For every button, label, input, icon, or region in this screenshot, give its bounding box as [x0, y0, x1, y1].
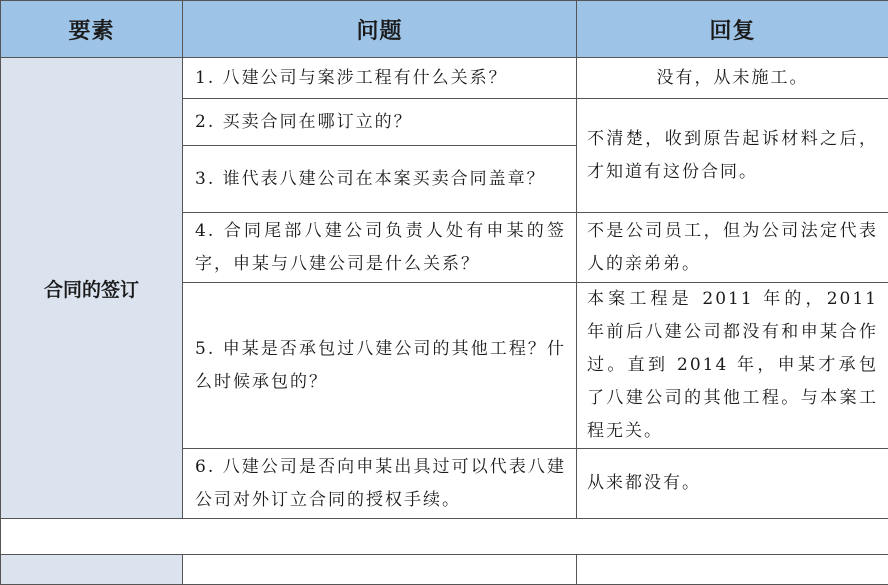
- reply-cell: 不是公司员工，但为公司法定代表人的亲弟弟。: [577, 213, 888, 283]
- reply-cell: 从来都没有。: [577, 449, 888, 519]
- header-element: 要素: [1, 1, 183, 58]
- partial-cell: [1, 555, 183, 585]
- section-label: 合同的签订: [1, 58, 183, 519]
- reply-cell: 没有，从未施工。: [577, 58, 888, 99]
- reply-cell: 不清楚，收到原告起诉材料之后，才知道有这份合同。: [577, 99, 888, 213]
- header-question: 问题: [183, 1, 577, 58]
- question-cell: 5. 申某是否承包过八建公司的其他工程？什么时候承包的？: [183, 283, 577, 449]
- reply-cell: 本案工程是 2011 年的，2011 年前后八建公司都没有和申某合作过。直到 2014 年，申某才承包了八建公司的其他工程。与本案工程无关。: [577, 283, 888, 449]
- question-cell: 2. 买卖合同在哪订立的？: [183, 99, 577, 146]
- question-cell: 3. 谁代表八建公司在本案买卖合同盖章？: [183, 146, 577, 213]
- partial-row: [1, 555, 888, 585]
- question-cell: 1. 八建公司与案涉工程有什么关系？: [183, 58, 577, 99]
- partial-cell: [183, 555, 577, 585]
- header-row: [1, 1, 888, 58]
- header-reply: 回复: [577, 1, 888, 58]
- partial-cell: [577, 555, 888, 585]
- question-cell: 4. 合同尾部八建公司负责人处有申某的签字，申某与八建公司是什么关系？: [183, 213, 577, 283]
- table-row: [1, 58, 888, 99]
- spacer-row: [1, 519, 888, 555]
- question-cell: 6. 八建公司是否向申某出具过可以代表八建公司对外订立合同的授权手续。: [183, 449, 577, 519]
- spacer-cell: [1, 519, 888, 555]
